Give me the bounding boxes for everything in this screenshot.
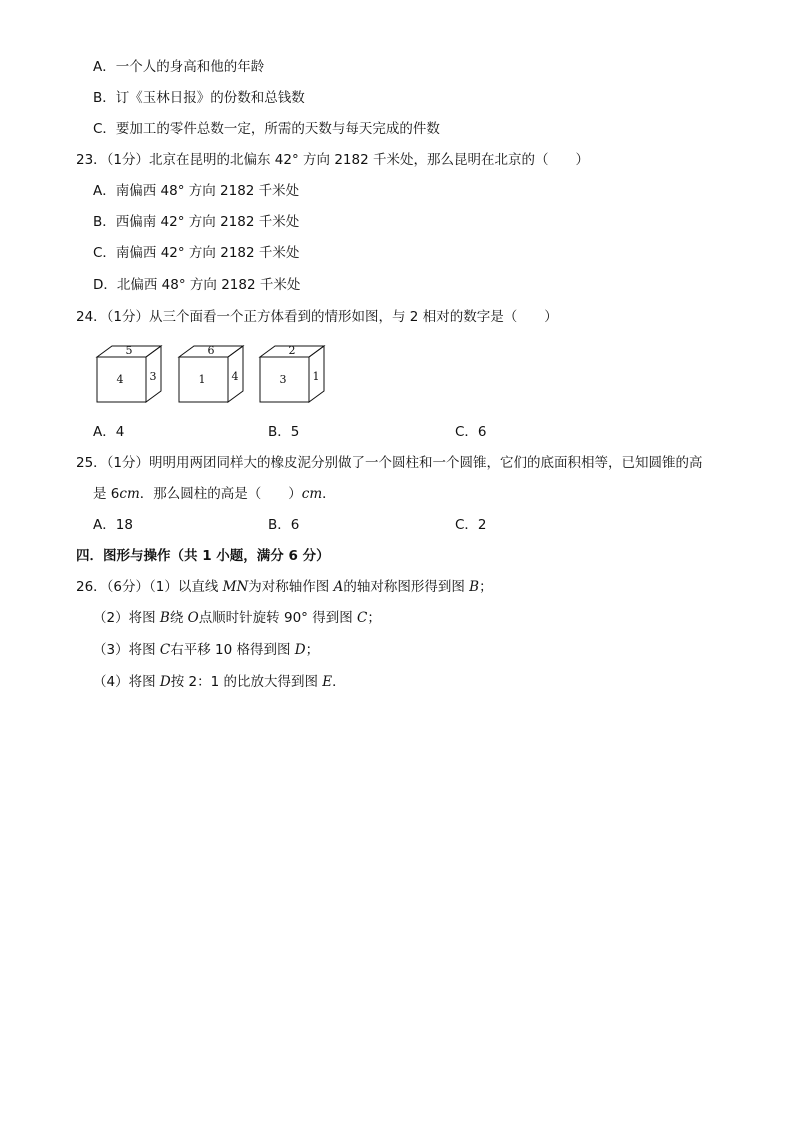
q23-option-c: C．南偏西 42° 方向 2182 千米处: [93, 245, 300, 261]
q26-l1-mn: MN: [222, 579, 249, 595]
q23-stem: 23．（1分）北京在昆明的北偏东 42° 方向 2182 千米处，那么昆明在北京的（ ）: [76, 152, 589, 168]
cube-2-side-number: 4: [231, 370, 239, 383]
q26-l3-d: D: [294, 642, 306, 658]
q26-l3-text-c: ；: [305, 642, 320, 658]
q26-l1-text-a: 26．（6分）（1）以直线: [76, 579, 223, 595]
q26-l2-text-b: 绕: [169, 610, 188, 626]
q26-l2-b: B: [159, 610, 170, 626]
q26-l2-text-c: 点顺时针旋转 90° 得到图: [198, 610, 357, 626]
q25-option-a: A．18: [93, 517, 133, 533]
q26-l1-a: A: [333, 579, 344, 595]
q26-line-4: [93, 673, 346, 691]
q23-option-d: D．北偏西 48° 方向 2182 千米处: [93, 277, 301, 293]
cube-1-top-number: 5: [125, 344, 133, 357]
q26-l4-text-c: ．: [332, 674, 346, 690]
q24-option-a: A．4: [93, 424, 125, 440]
q26-line-3: [93, 641, 319, 659]
cube-3-side-number: 1: [312, 370, 320, 383]
q26-l1-text-d: ；: [479, 579, 493, 595]
q26-l3-text-b: 右平移 10 格得到图: [170, 642, 295, 658]
cube-view-3: [260, 344, 324, 402]
q25-option-c: C．2: [455, 517, 487, 533]
q26-l4-text-b: 按 2：1 的比放大得到图: [170, 674, 323, 690]
q26-l1-b: B: [469, 579, 480, 595]
cube-3-front-number: 3: [279, 373, 287, 386]
q25-stem-text-b: ．那么圆柱的高是（ ）: [139, 486, 302, 502]
q26-l2-o: O: [187, 610, 199, 626]
q26-l2-text-d: ；: [367, 610, 381, 626]
cube-1-side-number: 3: [149, 370, 157, 383]
q24-option-c: C．6: [455, 424, 487, 440]
cube-views-figure: [92, 342, 337, 406]
q22-option-c: C．要加工的零件总数一定，所需的天数与每天完成的件数: [93, 121, 440, 137]
q26-l3-text-a: （3）将图: [93, 642, 160, 658]
q26-l4-e: E: [322, 674, 333, 690]
q24-stem: 24．（1分）从三个面看一个正方体看到的情形如图，与 2 相对的数字是（ ）: [76, 309, 558, 325]
q25-unit-2: cm: [301, 486, 323, 502]
q26-l1-text-b: 为对称轴作图: [248, 579, 334, 595]
cube-2-top-number: 6: [207, 344, 215, 357]
q23-option-a: A．南偏西 48° 方向 2182 千米处: [93, 183, 300, 199]
q25-stem-line-1: 25．（1分）明明用两团同样大的橡皮泥分别做了一个圆柱和一个圆锥，它们的底面积相等，已知圆锥的高: [76, 455, 703, 471]
q25-stem-text-c: ．: [322, 486, 336, 502]
q26-l3-c: C: [159, 642, 171, 658]
cube-2-front-number: 1: [198, 373, 206, 386]
cube-view-2: [179, 344, 243, 402]
q26-l4-text-a: （4）将图: [93, 674, 160, 690]
cube-1-front-number: 4: [116, 373, 124, 386]
q25-unit-1: cm: [119, 486, 140, 502]
cube-view-1: [97, 344, 161, 402]
section-4-heading: 四．图形与操作（共 1 小题，满分 6 分）: [76, 548, 330, 564]
q26-l1-text-c: 的轴对称图形得到图: [343, 579, 470, 595]
q24-option-b: B．5: [268, 424, 300, 440]
q22-option-b: B．订《玉林日报》的份数和总钱数: [93, 90, 305, 106]
q25-stem-line-2: [93, 485, 336, 503]
q25-stem-text-a: 是 6: [93, 486, 120, 502]
q22-option-a: A．一个人的身高和他的年龄: [93, 59, 265, 75]
q26-line-1: [76, 578, 493, 596]
q26-l4-d: D: [159, 674, 171, 690]
q23-option-b: B．西偏南 42° 方向 2182 千米处: [93, 214, 300, 230]
q25-option-b: B．6: [268, 517, 300, 533]
q26-l2-c: C: [357, 610, 368, 626]
q26-l2-text-a: （2）将图: [93, 610, 160, 626]
cube-3-top-number: 2: [288, 344, 296, 357]
q26-line-2: [93, 609, 381, 627]
